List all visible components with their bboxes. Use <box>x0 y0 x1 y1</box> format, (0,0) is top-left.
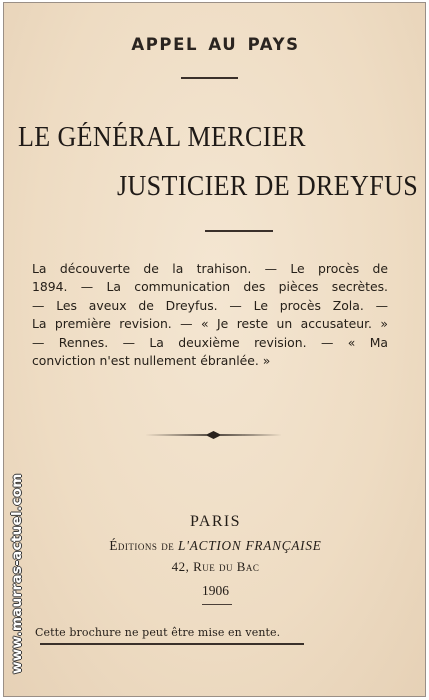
summary-line: conviction n'est nullement ébranlée. » <box>32 353 271 369</box>
notice-underline <box>40 643 304 645</box>
summary-line: 1894. — La communication des pièces secrètes. <box>32 279 388 295</box>
imprint-publisher <box>4 538 427 554</box>
divider-rule-top <box>181 77 238 79</box>
ornamental-rule-icon <box>145 430 282 440</box>
imprint-year: 1906 <box>202 583 229 598</box>
summary-line: — Les aveux de Dreyfus. — Le procès Zola. — <box>32 297 388 313</box>
summary-line: La découverte de la trahison. — Le procès de <box>32 261 388 276</box>
title-line-1: LE GÉNÉRAL MERCIER <box>18 122 306 153</box>
sale-notice: Cette brochure ne peut être mise en vente. <box>35 626 281 639</box>
summary-line: La première revision. — « Je reste un accusateur. » <box>32 316 388 332</box>
title-line-2: JUSTICIER DE DREYFUS <box>117 171 419 202</box>
book-cover-page <box>3 2 426 697</box>
imprint-city: PARIS <box>190 513 241 530</box>
site-watermark: www.maurras-actuel.com <box>9 473 25 674</box>
contents-summary <box>32 260 388 370</box>
divider-rule-title <box>205 230 273 232</box>
imprint-address: 42, Rue du Bac <box>171 559 260 574</box>
divider-rule-year <box>202 604 232 605</box>
publisher-name: L'ACTION FRANÇAISE <box>178 538 322 553</box>
publisher-prefix: Éditions de <box>109 538 175 553</box>
series-heading: APPEL AU PAYS <box>131 35 300 54</box>
summary-line: — Rennes. — La deuxième revision. — « Ma <box>32 334 388 350</box>
